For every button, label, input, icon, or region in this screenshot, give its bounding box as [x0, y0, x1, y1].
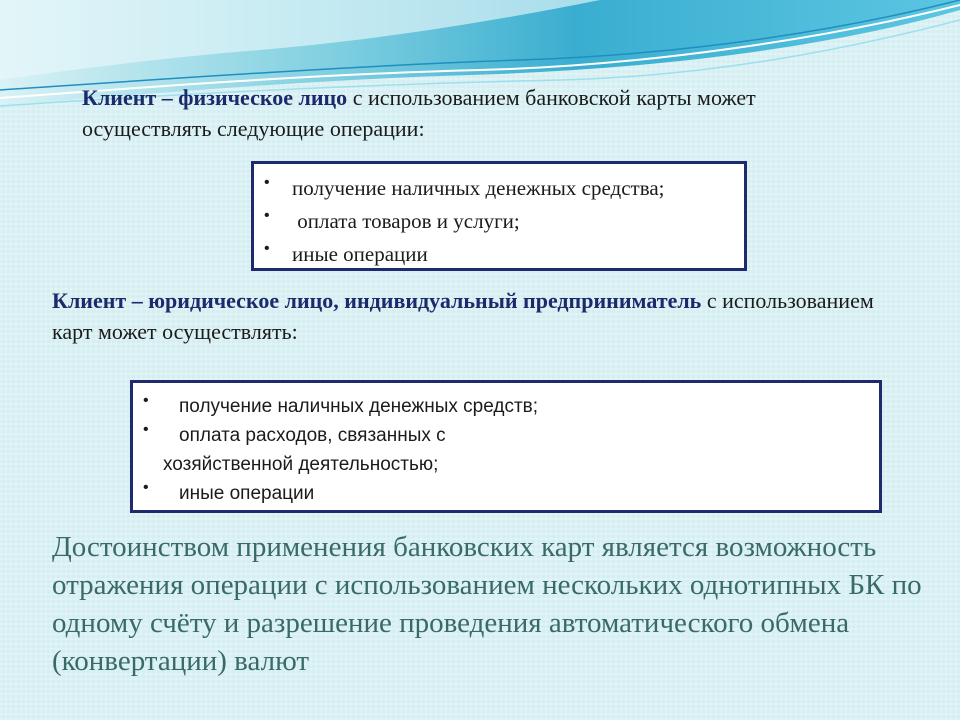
bullet-icon: •: [264, 240, 270, 257]
list-item-text: оплата расходов, связанных с: [179, 425, 446, 446]
bullet-icon: •: [143, 392, 149, 409]
list-item-text: иные операции: [292, 242, 428, 266]
section1-list: [254, 164, 744, 271]
section1-text: с использованием банковской карты может осуществлять следующие операции:: [82, 85, 756, 141]
section1-bold: Клиент – физическое лицо: [82, 85, 348, 110]
list-item-text: получение наличных денежных средства;: [292, 176, 665, 200]
list-item: [133, 479, 879, 508]
list-item: [254, 238, 744, 271]
list-item-text: получение наличных денежных средств;: [179, 396, 539, 417]
bullet-icon: •: [143, 479, 149, 496]
list-item-text: оплата товаров и услуги;: [292, 209, 520, 233]
section2-operations-box: [130, 380, 882, 513]
list-item: [254, 205, 744, 238]
section2-text: с использованием карт может осуществлять:: [52, 288, 874, 344]
section2-intro: [52, 285, 912, 347]
bullet-icon: •: [264, 207, 270, 224]
section2-bold: Клиент – юридическое лицо, индивидуальный предприниматель: [52, 288, 702, 313]
section2-list: [133, 383, 879, 508]
bullet-icon: •: [264, 174, 270, 191]
conclusion-text: Достоинством применения банковских карт является возможность отражения операции с использованием нескольких однотипных БК по одному счёту и разрешение проведения автоматического обмена (конвертации) валют: [52, 531, 922, 677]
list-item: [254, 172, 744, 205]
section1-operations-box: [251, 161, 747, 271]
list-item-text: иные операции: [179, 483, 315, 504]
list-item-text-continued: хозяйственной деятельностью;: [163, 454, 439, 475]
bullet-icon: •: [143, 421, 149, 438]
section1-intro: [82, 82, 842, 144]
list-item: [133, 392, 879, 421]
list-item: [133, 421, 879, 479]
